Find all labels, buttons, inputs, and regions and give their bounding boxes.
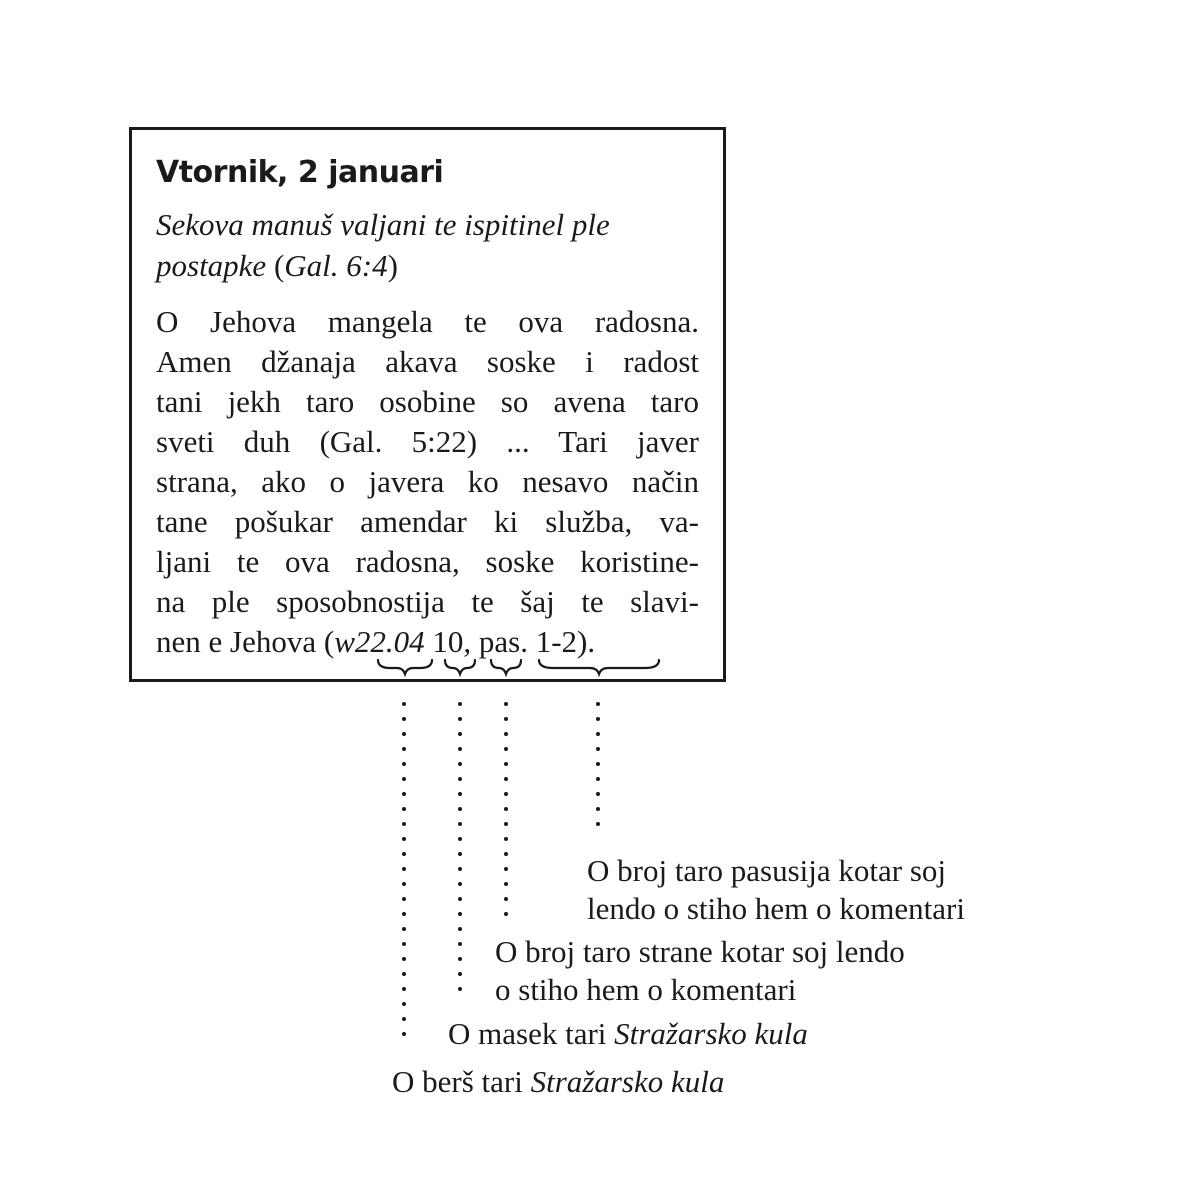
date-heading: Vtornik, 2 januari (156, 155, 444, 190)
theme-scripture (156, 204, 699, 286)
body-line: sveti duh (Gal. 5:22) ... Tari javer (156, 424, 699, 459)
body-line: O Jehova mangela te ova radosna. (156, 304, 699, 339)
label-page-line-2: o stiho hem o komentari (495, 972, 797, 1007)
label-year-italic: Stražarsko kula (530, 1064, 725, 1099)
daily-text-body (156, 302, 699, 662)
body-line: na ple sposobnostija te šaj te slavi- (156, 584, 699, 619)
page-number: 10 (432, 624, 464, 659)
label-page-line-1: O broj taro strane kotar soj lendo (495, 934, 905, 969)
label-page-number (495, 933, 905, 1009)
body-line-reference (156, 622, 699, 662)
daily-text-card (129, 127, 726, 682)
scripture-reference: Gal. 6:4 (284, 248, 388, 283)
reference-prefix: nen e Jehova ( (156, 624, 335, 659)
issue-month: 04 (393, 624, 425, 659)
paragraph-numbers: pas. 1-2 (478, 624, 578, 659)
issue-year: w22. (334, 624, 394, 659)
label-issue-year (392, 1063, 724, 1101)
scripture-ref-open: ( (273, 248, 285, 283)
scripture-text: Sekova manuš valjani te ispitinel ple postapke (156, 207, 610, 283)
label-paragraphs-line-2: lendo o stiho hem o komentari (587, 891, 965, 926)
body-line: strana, ako o javera ko nesavo način (156, 464, 699, 499)
reference-suffix: ). (577, 624, 596, 659)
body-line: Amen džanaja akava soske i radost (156, 344, 699, 379)
body-line: tani jekh taro osobine so avena taro (156, 384, 699, 419)
label-month-italic: Stražarsko kula (614, 1016, 808, 1051)
label-paragraph-numbers (587, 852, 965, 928)
body-line: tane pošukar amendar ki služba, va- (156, 504, 699, 539)
label-issue-month (448, 1015, 808, 1053)
label-month-prefix: O masek tari (448, 1016, 615, 1051)
body-line: ljani te ova radosna, soske koristine- (156, 544, 699, 579)
label-paragraphs-line-1: O broj taro pasusija kotar soj (587, 853, 947, 888)
scripture-ref-close: ) (387, 248, 398, 283)
label-year-prefix: O berš tari (392, 1064, 531, 1099)
reference-comma: , (463, 624, 472, 659)
